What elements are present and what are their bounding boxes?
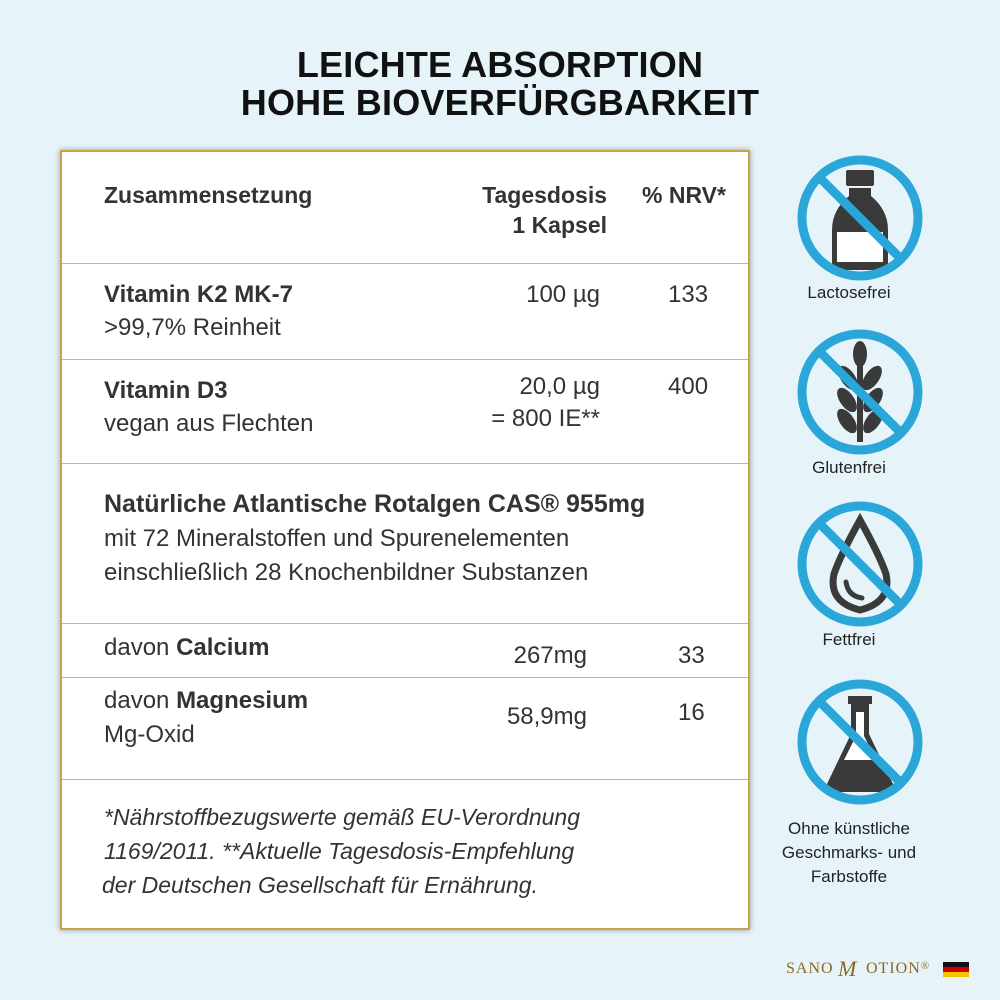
- no-additives-label-line-1: Ohne künstliche: [788, 819, 910, 838]
- brand-part-2: M: [838, 956, 857, 981]
- fat-free-label: Fettfrei: [822, 630, 876, 649]
- milk-bottle-icon: [790, 148, 930, 288]
- lactose-free-label: Lactosefrei: [807, 283, 891, 302]
- footnote-line-1: *Nährstoffbezugswerte gemäß EU-Verordnung: [104, 804, 580, 830]
- brand-part-1: SANO: [786, 960, 834, 977]
- footnote-line-3: der Deutschen Gesellschaft für Ernährung.: [102, 872, 538, 898]
- german-flag-icon: [943, 962, 969, 977]
- nutrient-dose-iu: = 800 IE**: [491, 405, 600, 432]
- algae-line-3: einschließlich 28 Knochenbildner Substanzen: [104, 559, 589, 586]
- headline: [0, 46, 1000, 122]
- mineral-dose: 58,9mg: [506, 703, 587, 730]
- brand-part-3-text: OTION: [866, 960, 921, 977]
- table-row-vitamin-d3: [62, 360, 748, 464]
- nutrition-table: [60, 150, 750, 930]
- gluten-free-label: Glutenfrei: [812, 458, 886, 477]
- table-header-row: [62, 152, 748, 264]
- drop-icon: [790, 494, 930, 634]
- table-row-magnesium: [62, 678, 748, 780]
- algae-title: Natürliche Atlantische Rotalgen CAS® 955mg: [104, 490, 646, 518]
- no-additives-label: [739, 817, 959, 889]
- table-row-vitamin-k2: [62, 264, 748, 360]
- mineral-label: Magnesium: [176, 687, 309, 714]
- header-dose: [392, 180, 607, 240]
- no-additives-label-line-2: Geschmarks- und: [781, 843, 917, 862]
- wheat-icon: [790, 322, 930, 462]
- brand-part-3: [866, 960, 930, 978]
- table-footnote: [62, 780, 748, 930]
- mineral-name: [104, 631, 269, 664]
- header-dose-line-1: Tagesdosis: [482, 182, 607, 208]
- mineral-label: Calcium: [176, 634, 270, 661]
- headline-line-2: HOHE BIOVERFÜRGBARKEIT: [240, 82, 760, 123]
- no-additives-badge: [790, 672, 930, 812]
- mineral-prefix: davon: [104, 634, 177, 661]
- mineral-name: [104, 684, 308, 717]
- nutrient-detail: >99,7% Reinheit: [104, 314, 281, 341]
- nutrient-detail: vegan aus Flechten: [104, 410, 314, 437]
- lactose-free-badge: [790, 148, 930, 288]
- fat-free-badge: [790, 494, 930, 634]
- footnote-line-2: 1169/2011. **Aktuelle Tagesdosis-Empfehlung: [104, 838, 575, 864]
- nutrient-dose: 100 µg: [526, 281, 600, 308]
- nutrient-name: Vitamin D3: [104, 377, 228, 404]
- table-row-algae: [62, 464, 748, 624]
- algae-line-2: mit 72 Mineralstoffen und Spurenelementen: [104, 525, 570, 552]
- mineral-nrv: 16: [678, 699, 705, 726]
- mineral-dose: 267mg: [513, 642, 587, 669]
- nutrient-nrv: 133: [668, 281, 709, 308]
- brand-registered: ®: [920, 960, 931, 972]
- nutrient-nrv: 400: [668, 373, 709, 400]
- brand-logo: [786, 958, 986, 982]
- headline-line-1: LEICHTE ABSORPTION: [296, 44, 704, 85]
- gluten-free-badge: [790, 322, 930, 462]
- mineral-nrv: 33: [678, 642, 705, 669]
- header-dose-line-2: 1 Kapsel: [512, 212, 607, 238]
- mineral-prefix: davon: [104, 687, 177, 714]
- header-nrv: % NRV*: [642, 182, 726, 208]
- flask-icon: [790, 672, 930, 812]
- header-composition: Zusammensetzung: [104, 182, 313, 208]
- nutrient-name: Vitamin K2 MK-7: [104, 281, 293, 308]
- table-row-calcium: [62, 624, 748, 678]
- nutrient-dose: 20,0 µg: [519, 373, 600, 400]
- no-additives-label-line-3: Farbstoffe: [810, 867, 888, 886]
- mineral-detail: Mg-Oxid: [104, 721, 195, 748]
